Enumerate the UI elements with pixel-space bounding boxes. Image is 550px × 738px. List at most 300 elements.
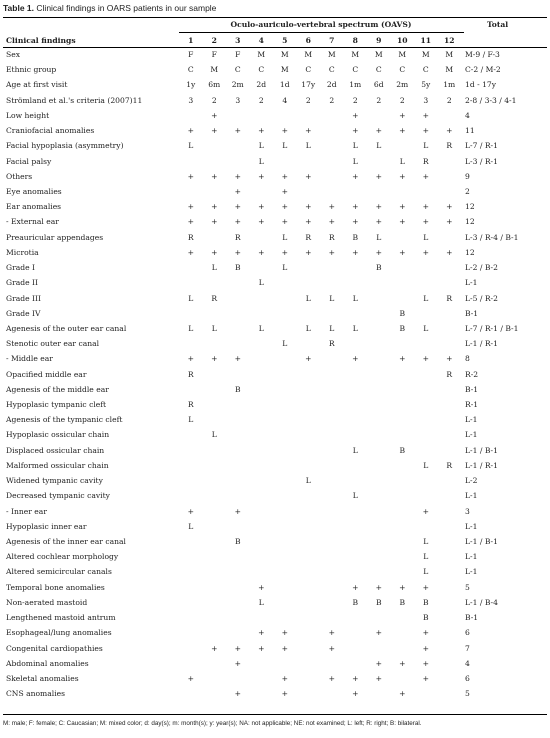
- table-cell: [344, 260, 368, 275]
- table-cell: 2: [352, 95, 358, 105]
- row-label: Stenotic outer ear canal: [6, 339, 100, 349]
- table-cell: [250, 671, 274, 686]
- row-total: 2-8 / 3-3 / 4-1: [465, 95, 517, 105]
- table-cell: [320, 549, 344, 564]
- table-row: [3, 686, 547, 701]
- header-row: [3, 34, 547, 47]
- table-row: [3, 564, 547, 579]
- table-cell: 2m: [396, 80, 409, 90]
- table-row: [3, 336, 547, 351]
- table-cell: [320, 488, 344, 503]
- table-cell: [414, 686, 438, 701]
- table-cell: [179, 458, 203, 473]
- table-cell: [179, 108, 203, 123]
- row-label: Lengthened mastoid antrum: [6, 613, 116, 623]
- row-total: L-2 / B-2: [465, 263, 498, 273]
- table-cell: L: [423, 460, 429, 470]
- table-cell: [438, 580, 462, 595]
- table-cell: [438, 656, 462, 671]
- row-total: L-1: [465, 491, 478, 501]
- table-cell: [320, 169, 344, 184]
- table-cell: +: [187, 506, 194, 516]
- table-cell: [320, 580, 344, 595]
- table-cell: 3: [235, 95, 241, 105]
- table-cell: [273, 367, 297, 382]
- table-cell: [344, 519, 368, 534]
- table-cell: [203, 595, 227, 610]
- table-cell: +: [422, 171, 429, 181]
- row-label: Others: [6, 171, 33, 181]
- table-row: [3, 154, 547, 169]
- table-cell: L: [258, 323, 264, 333]
- table-cell: [297, 336, 321, 351]
- row-label: Abdominal anomalies: [6, 658, 89, 668]
- table-cell: L: [258, 597, 264, 607]
- table-cell: [391, 336, 415, 351]
- table-cell: [273, 595, 297, 610]
- table-cell: +: [422, 628, 429, 638]
- table-cell: M: [280, 50, 289, 59]
- table-cell: [297, 382, 321, 397]
- table-row: [3, 504, 547, 519]
- table-cell: [438, 488, 462, 503]
- table-cell: [179, 549, 203, 564]
- table-cell: L: [211, 323, 217, 333]
- table-cell: +: [422, 673, 429, 683]
- table-cell: [320, 306, 344, 321]
- table-cell: [226, 564, 250, 579]
- table-cell: +: [187, 354, 194, 364]
- col-header-patient: 6: [305, 36, 311, 45]
- table-cell: [438, 412, 462, 427]
- table-cell: [414, 260, 438, 275]
- table-cell: [203, 580, 227, 595]
- table-cell: R: [187, 400, 194, 410]
- table-cell: [273, 504, 297, 519]
- table-cell: [250, 412, 274, 427]
- table-row: [3, 427, 547, 442]
- row-label: Grade I: [6, 263, 35, 273]
- table-cell: L: [211, 263, 217, 273]
- table-cell: +: [211, 171, 218, 181]
- table-cell: B: [375, 263, 382, 273]
- table-cell: +: [352, 110, 359, 120]
- table-cell: [226, 306, 250, 321]
- table-cell: [438, 671, 462, 686]
- table-cell: [438, 641, 462, 656]
- table-row: [3, 473, 547, 488]
- table-cell: [297, 108, 321, 123]
- row-label: Grade IV: [6, 308, 41, 318]
- table-cell: [344, 504, 368, 519]
- table-cell: [391, 610, 415, 625]
- table-cell: [273, 519, 297, 534]
- table-cell: C: [328, 65, 335, 75]
- table-cell: [438, 382, 462, 397]
- row-label: Strömland et al.'s criteria (2007)11: [6, 95, 143, 105]
- table-cell: [344, 367, 368, 382]
- row-label: Widened tympanic cavity: [6, 476, 103, 486]
- table-cell: [203, 412, 227, 427]
- table-cell: 3: [423, 95, 429, 105]
- table-cell: [414, 382, 438, 397]
- table-cell: [438, 504, 462, 519]
- table-cell: [203, 610, 227, 625]
- table-cell: +: [211, 217, 218, 227]
- table-cell: [250, 108, 274, 123]
- table-cell: C: [234, 65, 241, 75]
- table-cell: L: [352, 491, 358, 501]
- table-cell: [179, 336, 203, 351]
- table-cell: +: [258, 582, 265, 592]
- table-cell: L: [188, 521, 194, 531]
- row-total: 12: [465, 247, 475, 257]
- table-cell: [367, 291, 391, 306]
- table-cell: +: [211, 202, 218, 212]
- table-cell: [250, 382, 274, 397]
- table-cell: L: [188, 323, 194, 333]
- table-cell: [179, 534, 203, 549]
- table-cell: +: [399, 582, 406, 592]
- table-cell: 6d: [373, 80, 384, 90]
- caption-text: Clinical findings in OARS patients in our sample: [36, 3, 217, 13]
- row-label: Ear anomalies: [6, 202, 62, 212]
- row-total: L-1 / R-1: [465, 339, 498, 349]
- table-row: [3, 230, 547, 245]
- table-cell: +: [187, 247, 194, 257]
- table-cell: [367, 504, 391, 519]
- table-cell: +: [258, 171, 265, 181]
- table-cell: [344, 336, 368, 351]
- table-cell: +: [328, 202, 335, 212]
- table-cell: [250, 610, 274, 625]
- row-label: CNS anomalies: [6, 689, 66, 699]
- table-cell: L: [423, 537, 429, 546]
- table-cell: [226, 321, 250, 336]
- row-label: Agenesis of the outer ear canal: [6, 323, 127, 333]
- table-row: [3, 199, 547, 214]
- table-cell: +: [352, 354, 359, 364]
- table-cell: +: [352, 217, 359, 227]
- table-cell: R: [446, 141, 453, 151]
- table-cell: [297, 397, 321, 412]
- table-row: [3, 534, 547, 549]
- table-cell: [438, 534, 462, 549]
- col-header-patient: 10: [396, 36, 408, 45]
- table-cell: +: [281, 202, 288, 212]
- table-cell: [438, 549, 462, 564]
- table-cell: [438, 427, 462, 442]
- table-cell: L: [423, 141, 429, 151]
- table-cell: C: [375, 65, 382, 75]
- col-header-patient: 4: [258, 36, 264, 45]
- table-cell: +: [187, 171, 194, 181]
- table-cell: +: [234, 202, 241, 212]
- col-header-total-spacer: [461, 34, 547, 47]
- table-cell: [179, 641, 203, 656]
- table-cell: [320, 108, 344, 123]
- row-label: Hypoplasic tympanic cleft: [6, 400, 107, 410]
- table-cell: [391, 564, 415, 579]
- row-label: Hypoplasic ossicular chain: [6, 430, 110, 440]
- table-cell: [226, 108, 250, 123]
- table-cell: [203, 336, 227, 351]
- table-cell: [226, 412, 250, 427]
- row-total: B-1: [465, 613, 479, 623]
- table-row: [3, 291, 547, 306]
- table-cell: [320, 397, 344, 412]
- table-cell: +: [305, 171, 312, 181]
- table-cell: L: [282, 232, 288, 242]
- table-cell: L: [423, 232, 429, 242]
- table-cell: M: [351, 50, 360, 59]
- table-cell: [367, 473, 391, 488]
- table-cell: [367, 564, 391, 579]
- table-cell: [179, 306, 203, 321]
- table-cell: L: [282, 339, 288, 349]
- table-cell: 1m: [349, 80, 362, 90]
- table-cell: [438, 397, 462, 412]
- table-cell: +: [375, 582, 382, 592]
- row-total: 3: [465, 506, 470, 516]
- table-cell: +: [422, 247, 429, 257]
- table-cell: +: [422, 202, 429, 212]
- table-cell: +: [399, 354, 406, 364]
- table-cell: [226, 610, 250, 625]
- row-total: 6: [465, 628, 470, 638]
- row-label: Facial hypoplasia (asymmetry): [6, 141, 124, 151]
- table-cell: L: [399, 156, 405, 166]
- table-cell: R: [446, 369, 453, 379]
- row-total: L-7 / R-1 / B-1: [465, 323, 519, 333]
- table-cell: L: [258, 278, 264, 288]
- table-cell: B: [422, 613, 429, 623]
- table-cell: [250, 291, 274, 306]
- table-cell: 4: [282, 95, 288, 105]
- table-row: [3, 275, 547, 290]
- table-cell: [320, 656, 344, 671]
- table-cell: [203, 382, 227, 397]
- table-cell: +: [375, 171, 382, 181]
- table-cell: [391, 397, 415, 412]
- table-cell: [226, 443, 250, 458]
- table-cell: [297, 519, 321, 534]
- col-header-patient: 7: [329, 36, 335, 45]
- table-cell: [179, 595, 203, 610]
- table-cell: [367, 351, 391, 366]
- row-total: R-2: [465, 369, 479, 379]
- table-cell: [391, 412, 415, 427]
- row-label: - External ear: [6, 217, 59, 227]
- table-cell: [297, 549, 321, 564]
- table-cell: [414, 519, 438, 534]
- col-header-patient: 3: [235, 36, 241, 45]
- footnote: M: male; F: female; C: Caucasian; M: mixed color; d: day(s); m: month(s); y: year(s); NA: not applicable; NE: not examined; L: left; R: right; B: bilateral.: [3, 720, 422, 727]
- table-cell: [273, 382, 297, 397]
- table-cell: F: [235, 50, 241, 59]
- table-cell: 1d: [279, 80, 290, 90]
- row-total: C-2 / M-2: [465, 65, 501, 75]
- table-cell: 6m: [208, 80, 221, 90]
- table-cell: [367, 275, 391, 290]
- row-label: Agenesis of the inner ear canal: [6, 537, 126, 546]
- table-cell: [273, 443, 297, 458]
- table-cell: [226, 138, 250, 153]
- table-cell: [297, 625, 321, 640]
- table-cell: [320, 610, 344, 625]
- table-cell: [320, 138, 344, 153]
- table-cell: [344, 656, 368, 671]
- table-cell: [320, 154, 344, 169]
- table-cell: [438, 154, 462, 169]
- table-cell: M: [327, 50, 336, 59]
- table-cell: [273, 580, 297, 595]
- row-total: R-1: [465, 400, 479, 410]
- table-row: [3, 488, 547, 503]
- table-row: [3, 519, 547, 534]
- table-row: [3, 351, 547, 366]
- table-cell: [179, 580, 203, 595]
- table-cell: [226, 367, 250, 382]
- table-cell: +: [281, 673, 288, 683]
- row-total: 5: [465, 689, 470, 699]
- table-cell: [391, 382, 415, 397]
- table-cell: [320, 351, 344, 366]
- table-cell: [179, 184, 203, 199]
- table-cell: [226, 473, 250, 488]
- table-cell: 2: [305, 95, 311, 105]
- row-label: Agenesis of the middle ear: [6, 384, 109, 394]
- table-cell: +: [328, 628, 335, 638]
- table-cell: C: [422, 65, 429, 75]
- table-row: [3, 412, 547, 427]
- table-cell: L: [305, 476, 311, 486]
- table-cell: L: [352, 323, 358, 333]
- table-cell: [391, 534, 415, 549]
- table-cell: [391, 488, 415, 503]
- table-cell: +: [281, 126, 288, 136]
- row-total: 2: [465, 186, 470, 196]
- table-cell: [297, 184, 321, 199]
- table-cell: [226, 671, 250, 686]
- table-cell: L: [376, 232, 382, 242]
- table-cell: +: [352, 673, 359, 683]
- table-cell: R: [328, 232, 335, 242]
- table-cell: [297, 564, 321, 579]
- table-cell: C: [187, 65, 194, 75]
- table-cell: M: [445, 50, 454, 59]
- table-cell: [391, 138, 415, 153]
- table-cell: L: [305, 141, 311, 151]
- table-cell: B: [399, 445, 406, 455]
- table-cell: R: [234, 232, 241, 242]
- table-cell: [250, 443, 274, 458]
- col-header-patient: 9: [376, 36, 382, 45]
- table-cell: +: [281, 171, 288, 181]
- table-row: [3, 77, 547, 92]
- table-row: [3, 245, 547, 260]
- table-cell: [367, 336, 391, 351]
- table-cell: +: [375, 658, 382, 668]
- table-cell: [273, 610, 297, 625]
- table-cell: [250, 656, 274, 671]
- table-cell: [438, 321, 462, 336]
- table-cell: R: [446, 293, 453, 303]
- table-cell: B: [399, 323, 406, 333]
- table-cell: M: [421, 50, 430, 59]
- table-cell: L: [352, 293, 358, 303]
- table-cell: [367, 154, 391, 169]
- row-total: B-1: [465, 308, 479, 318]
- table-cell: [179, 427, 203, 442]
- row-label: Decreased tympanic cavity: [6, 491, 110, 501]
- table-cell: L: [352, 141, 358, 151]
- table-cell: +: [258, 247, 265, 257]
- table-cell: [320, 275, 344, 290]
- table-row: [3, 138, 547, 153]
- table-cell: [414, 184, 438, 199]
- table-cell: +: [211, 354, 218, 364]
- table-cell: [320, 504, 344, 519]
- row-total: L-1 / B-4: [465, 597, 498, 607]
- table-row: [3, 367, 547, 382]
- table-cell: +: [446, 202, 453, 212]
- table-cell: [273, 458, 297, 473]
- table-cell: [273, 656, 297, 671]
- table-cell: [250, 336, 274, 351]
- table-cell: [179, 488, 203, 503]
- table-cell: 2d: [256, 80, 267, 90]
- table-cell: B: [352, 597, 359, 607]
- row-total: 11: [465, 126, 475, 136]
- table-cell: 2: [399, 95, 405, 105]
- row-label: - Inner ear: [6, 506, 47, 516]
- table-cell: 3: [188, 95, 194, 105]
- table-cell: [344, 458, 368, 473]
- table-cell: R: [446, 460, 453, 470]
- table-cell: [297, 641, 321, 656]
- table-cell: [414, 275, 438, 290]
- table-cell: [344, 275, 368, 290]
- table-cell: [391, 549, 415, 564]
- table-cell: [414, 427, 438, 442]
- table-cell: [203, 671, 227, 686]
- table-cell: L: [423, 552, 429, 562]
- table-cell: +: [352, 126, 359, 136]
- table-cell: [226, 519, 250, 534]
- table-cell: [203, 458, 227, 473]
- table-cell: [250, 367, 274, 382]
- table-cell: M: [304, 50, 313, 59]
- table-cell: M: [257, 50, 266, 59]
- row-total: B-1: [465, 384, 479, 394]
- table-cell: +: [187, 126, 194, 136]
- table-cell: +: [258, 643, 265, 653]
- table-cell: [250, 488, 274, 503]
- table-cell: [179, 275, 203, 290]
- table-cell: [297, 534, 321, 549]
- table-cell: +: [234, 171, 241, 181]
- table-cell: [414, 306, 438, 321]
- table-cell: [203, 306, 227, 321]
- table-cell: R: [422, 156, 429, 166]
- table-cell: [320, 443, 344, 458]
- table-cell: +: [399, 202, 406, 212]
- table-cell: [367, 306, 391, 321]
- table-cell: [203, 184, 227, 199]
- table-row: [3, 625, 547, 640]
- table-cell: [297, 306, 321, 321]
